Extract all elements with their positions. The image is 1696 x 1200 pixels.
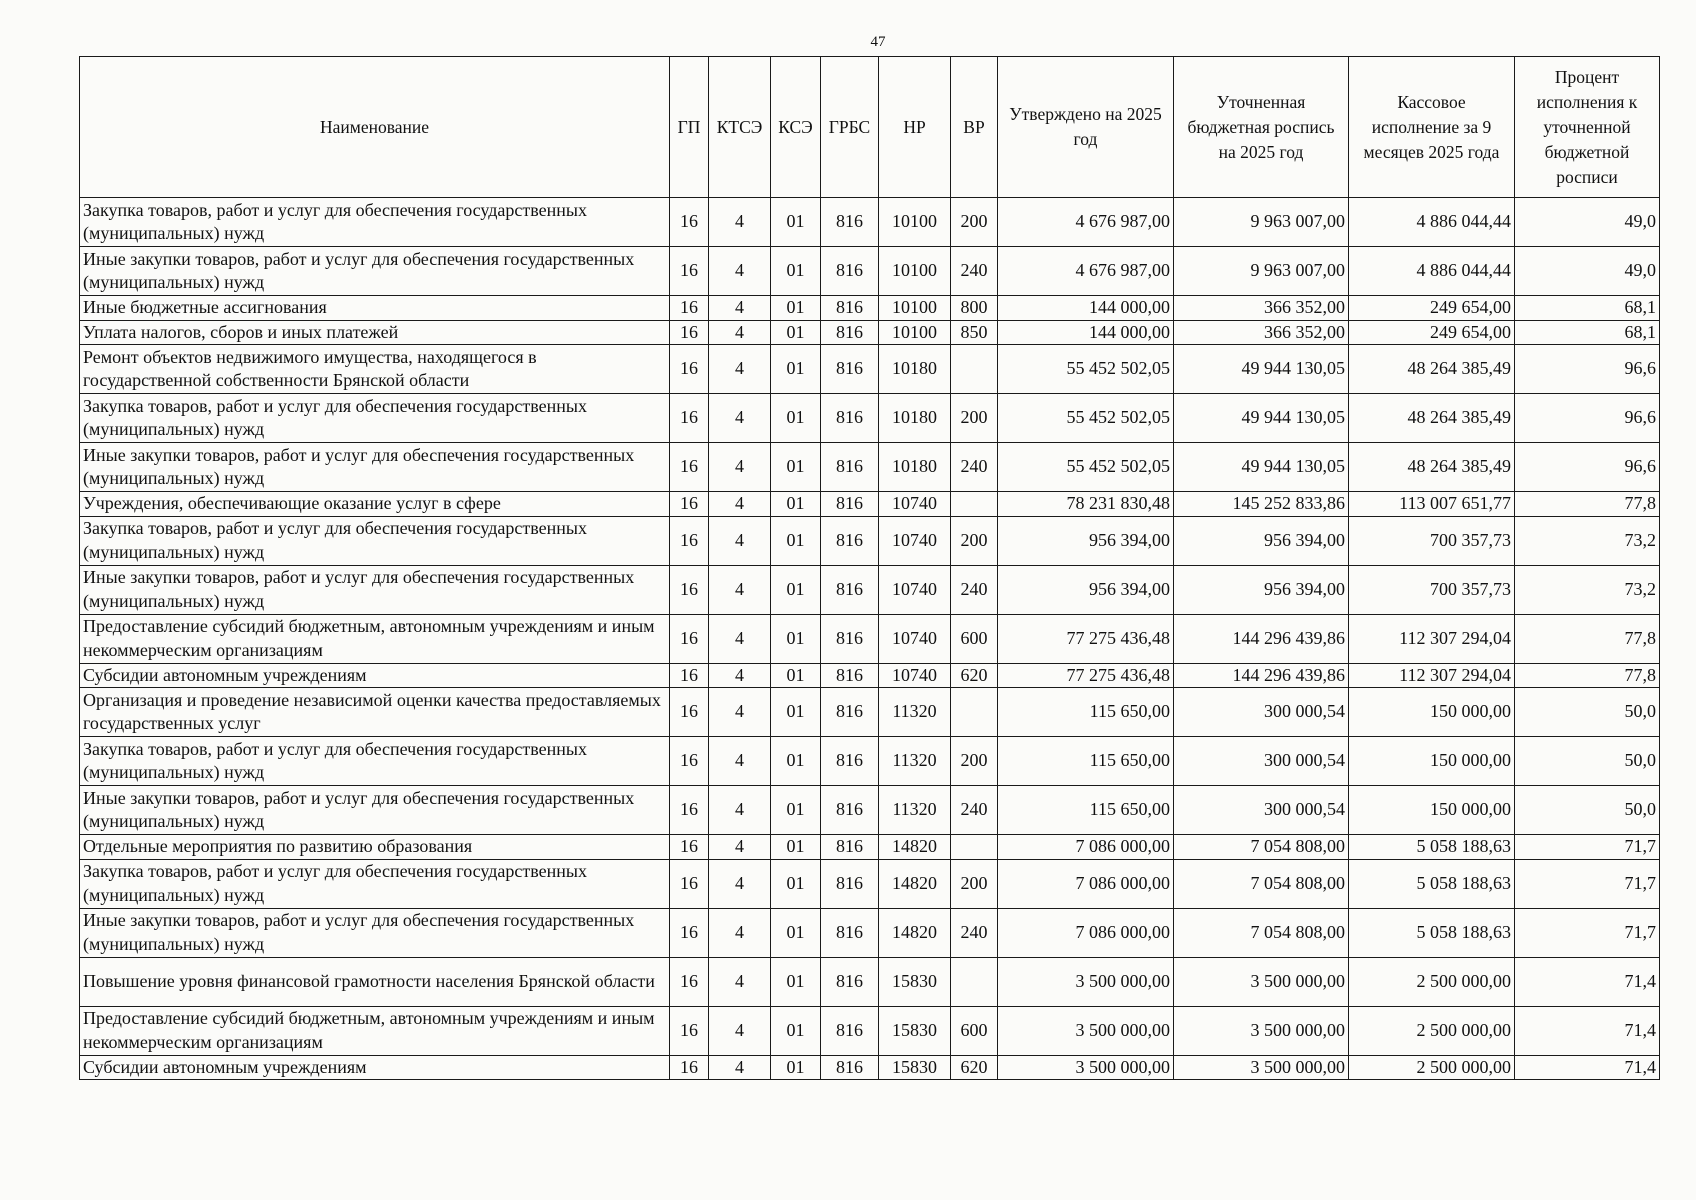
cell-name: Субсидии автономным учреждениям bbox=[80, 1055, 670, 1080]
cell-percent: 71,7 bbox=[1515, 908, 1660, 957]
cell-refined: 300 000,54 bbox=[1174, 737, 1349, 786]
cell-approved: 55 452 502,05 bbox=[998, 394, 1174, 443]
table-row bbox=[80, 908, 1660, 957]
cell-gp: 16 bbox=[670, 737, 709, 786]
cell-name: Закупка товаров, работ и услуг для обеспечения государственных (муниципальных) нужд bbox=[80, 198, 670, 247]
cell-gp: 16 bbox=[670, 688, 709, 737]
cell-cash: 5 058 188,63 bbox=[1349, 859, 1515, 908]
cell-grbs: 816 bbox=[821, 345, 879, 394]
cell-refined: 300 000,54 bbox=[1174, 786, 1349, 835]
cell-kse: 01 bbox=[771, 908, 821, 957]
cell-ktse: 4 bbox=[709, 198, 771, 247]
cell-cash: 4 886 044,44 bbox=[1349, 247, 1515, 296]
table-row bbox=[80, 688, 1660, 737]
cell-name: Иные закупки товаров, работ и услуг для обеспечения государственных (муниципальных) нужд bbox=[80, 786, 670, 835]
cell-name: Иные бюджетные ассигнования bbox=[80, 296, 670, 321]
cell-kse: 01 bbox=[771, 394, 821, 443]
cell-vr: 620 bbox=[951, 1055, 998, 1080]
cell-kse: 01 bbox=[771, 516, 821, 565]
cell-percent: 50,0 bbox=[1515, 737, 1660, 786]
cell-kse: 01 bbox=[771, 835, 821, 860]
cell-refined: 145 252 833,86 bbox=[1174, 492, 1349, 517]
cell-name: Иные закупки товаров, работ и услуг для обеспечения государственных (муниципальных) нужд bbox=[80, 565, 670, 614]
cell-kse: 01 bbox=[771, 957, 821, 1006]
cell-cash: 150 000,00 bbox=[1349, 688, 1515, 737]
header-ktse: КТСЭ bbox=[709, 57, 771, 198]
cell-percent: 96,6 bbox=[1515, 394, 1660, 443]
cell-gp: 16 bbox=[670, 394, 709, 443]
cell-grbs: 816 bbox=[821, 614, 879, 663]
cell-percent: 77,8 bbox=[1515, 492, 1660, 517]
cell-vr: 200 bbox=[951, 516, 998, 565]
cell-percent: 68,1 bbox=[1515, 296, 1660, 321]
header-gp: ГП bbox=[670, 57, 709, 198]
cell-refined: 7 054 808,00 bbox=[1174, 835, 1349, 860]
cell-ktse: 4 bbox=[709, 908, 771, 957]
cell-grbs: 816 bbox=[821, 492, 879, 517]
cell-cash: 700 357,73 bbox=[1349, 565, 1515, 614]
table-row bbox=[80, 516, 1660, 565]
cell-nr: 10740 bbox=[879, 663, 951, 688]
cell-kse: 01 bbox=[771, 737, 821, 786]
cell-cash: 2 500 000,00 bbox=[1349, 1006, 1515, 1055]
cell-name: Отдельные мероприятия по развитию образования bbox=[80, 835, 670, 860]
cell-percent: 77,8 bbox=[1515, 614, 1660, 663]
cell-nr: 10740 bbox=[879, 565, 951, 614]
cell-percent: 73,2 bbox=[1515, 565, 1660, 614]
cell-approved: 3 500 000,00 bbox=[998, 1055, 1174, 1080]
cell-nr: 10740 bbox=[879, 614, 951, 663]
page-number: 47 bbox=[870, 34, 886, 50]
table-row bbox=[80, 614, 1660, 663]
cell-approved: 77 275 436,48 bbox=[998, 663, 1174, 688]
cell-approved: 115 650,00 bbox=[998, 737, 1174, 786]
cell-grbs: 816 bbox=[821, 688, 879, 737]
cell-approved: 144 000,00 bbox=[998, 320, 1174, 345]
cell-vr: 600 bbox=[951, 614, 998, 663]
cell-kse: 01 bbox=[771, 1055, 821, 1080]
cell-grbs: 816 bbox=[821, 443, 879, 492]
cell-gp: 16 bbox=[670, 320, 709, 345]
cell-ktse: 4 bbox=[709, 786, 771, 835]
budget-execution-table bbox=[79, 56, 1660, 1080]
cell-refined: 956 394,00 bbox=[1174, 565, 1349, 614]
cell-approved: 7 086 000,00 bbox=[998, 835, 1174, 860]
cell-name: Ремонт объектов недвижимого имущества, находящегося в государственной собственности Брянской области bbox=[80, 345, 670, 394]
cell-ktse: 4 bbox=[709, 247, 771, 296]
cell-refined: 7 054 808,00 bbox=[1174, 859, 1349, 908]
cell-cash: 112 307 294,04 bbox=[1349, 614, 1515, 663]
cell-kse: 01 bbox=[771, 443, 821, 492]
cell-cash: 5 058 188,63 bbox=[1349, 908, 1515, 957]
table-row bbox=[80, 1055, 1660, 1080]
cell-vr: 240 bbox=[951, 786, 998, 835]
table-row bbox=[80, 198, 1660, 247]
cell-kse: 01 bbox=[771, 1006, 821, 1055]
cell-grbs: 816 bbox=[821, 908, 879, 957]
cell-kse: 01 bbox=[771, 247, 821, 296]
cell-gp: 16 bbox=[670, 957, 709, 1006]
cell-gp: 16 bbox=[670, 1006, 709, 1055]
cell-cash: 2 500 000,00 bbox=[1349, 957, 1515, 1006]
cell-approved: 7 086 000,00 bbox=[998, 859, 1174, 908]
header-nr: НР bbox=[879, 57, 951, 198]
cell-cash: 249 654,00 bbox=[1349, 320, 1515, 345]
cell-refined: 3 500 000,00 bbox=[1174, 957, 1349, 1006]
cell-grbs: 816 bbox=[821, 1006, 879, 1055]
cell-gp: 16 bbox=[670, 492, 709, 517]
cell-nr: 10740 bbox=[879, 516, 951, 565]
cell-percent: 50,0 bbox=[1515, 688, 1660, 737]
cell-nr: 10100 bbox=[879, 198, 951, 247]
cell-percent: 73,2 bbox=[1515, 516, 1660, 565]
cell-name: Предоставление субсидий бюджетным, автономным учреждениям и иным некоммерческим организациям bbox=[80, 1006, 670, 1055]
table-header bbox=[80, 57, 1660, 198]
cell-approved: 78 231 830,48 bbox=[998, 492, 1174, 517]
cell-approved: 4 676 987,00 bbox=[998, 198, 1174, 247]
cell-nr: 14820 bbox=[879, 859, 951, 908]
cell-vr: 850 bbox=[951, 320, 998, 345]
cell-kse: 01 bbox=[771, 345, 821, 394]
cell-nr: 15830 bbox=[879, 1055, 951, 1080]
table-row bbox=[80, 835, 1660, 860]
cell-grbs: 816 bbox=[821, 663, 879, 688]
cell-kse: 01 bbox=[771, 492, 821, 517]
cell-name: Субсидии автономным учреждениям bbox=[80, 663, 670, 688]
cell-cash: 150 000,00 bbox=[1349, 737, 1515, 786]
cell-vr: 600 bbox=[951, 1006, 998, 1055]
cell-cash: 113 007 651,77 bbox=[1349, 492, 1515, 517]
cell-percent: 49,0 bbox=[1515, 198, 1660, 247]
cell-grbs: 816 bbox=[821, 1055, 879, 1080]
cell-kse: 01 bbox=[771, 565, 821, 614]
cell-grbs: 816 bbox=[821, 786, 879, 835]
table-row bbox=[80, 859, 1660, 908]
cell-percent: 96,6 bbox=[1515, 345, 1660, 394]
cell-cash: 48 264 385,49 bbox=[1349, 345, 1515, 394]
cell-refined: 366 352,00 bbox=[1174, 320, 1349, 345]
cell-name: Иные закупки товаров, работ и услуг для обеспечения государственных (муниципальных) нужд bbox=[80, 247, 670, 296]
header-name: Наименование bbox=[80, 57, 670, 198]
cell-refined: 956 394,00 bbox=[1174, 516, 1349, 565]
cell-percent: 50,0 bbox=[1515, 786, 1660, 835]
cell-grbs: 816 bbox=[821, 247, 879, 296]
cell-name: Повышение уровня финансовой грамотности населения Брянской области bbox=[80, 957, 670, 1006]
cell-ktse: 4 bbox=[709, 688, 771, 737]
cell-grbs: 816 bbox=[821, 835, 879, 860]
header-cash: Кассовое исполнение за 9 месяцев 2025 года bbox=[1349, 57, 1515, 198]
cell-ktse: 4 bbox=[709, 345, 771, 394]
cell-cash: 5 058 188,63 bbox=[1349, 835, 1515, 860]
cell-ktse: 4 bbox=[709, 859, 771, 908]
cell-approved: 956 394,00 bbox=[998, 565, 1174, 614]
table-row bbox=[80, 957, 1660, 1006]
cell-ktse: 4 bbox=[709, 320, 771, 345]
cell-refined: 7 054 808,00 bbox=[1174, 908, 1349, 957]
cell-name: Иные закупки товаров, работ и услуг для обеспечения государственных (муниципальных) нужд bbox=[80, 443, 670, 492]
cell-kse: 01 bbox=[771, 614, 821, 663]
cell-ktse: 4 bbox=[709, 663, 771, 688]
cell-kse: 01 bbox=[771, 688, 821, 737]
cell-gp: 16 bbox=[670, 296, 709, 321]
cell-approved: 4 676 987,00 bbox=[998, 247, 1174, 296]
cell-cash: 700 357,73 bbox=[1349, 516, 1515, 565]
cell-ktse: 4 bbox=[709, 957, 771, 1006]
cell-grbs: 816 bbox=[821, 320, 879, 345]
table-row bbox=[80, 565, 1660, 614]
cell-name: Предоставление субсидий бюджетным, автономным учреждениям и иным некоммерческим организациям bbox=[80, 614, 670, 663]
cell-grbs: 816 bbox=[821, 296, 879, 321]
cell-percent: 49,0 bbox=[1515, 247, 1660, 296]
cell-nr: 10100 bbox=[879, 296, 951, 321]
cell-refined: 3 500 000,00 bbox=[1174, 1006, 1349, 1055]
cell-ktse: 4 bbox=[709, 492, 771, 517]
table-row bbox=[80, 443, 1660, 492]
cell-refined: 144 296 439,86 bbox=[1174, 614, 1349, 663]
cell-percent: 96,6 bbox=[1515, 443, 1660, 492]
table-row bbox=[80, 247, 1660, 296]
cell-nr: 10180 bbox=[879, 394, 951, 443]
cell-vr bbox=[951, 688, 998, 737]
cell-gp: 16 bbox=[670, 663, 709, 688]
cell-vr: 200 bbox=[951, 737, 998, 786]
cell-kse: 01 bbox=[771, 296, 821, 321]
header-vr: ВР bbox=[951, 57, 998, 198]
cell-gp: 16 bbox=[670, 614, 709, 663]
cell-grbs: 816 bbox=[821, 737, 879, 786]
cell-cash: 48 264 385,49 bbox=[1349, 443, 1515, 492]
table-row bbox=[80, 1006, 1660, 1055]
cell-nr: 11320 bbox=[879, 786, 951, 835]
cell-grbs: 816 bbox=[821, 957, 879, 1006]
cell-nr: 10180 bbox=[879, 443, 951, 492]
cell-cash: 150 000,00 bbox=[1349, 786, 1515, 835]
cell-refined: 144 296 439,86 bbox=[1174, 663, 1349, 688]
cell-approved: 3 500 000,00 bbox=[998, 957, 1174, 1006]
cell-nr: 14820 bbox=[879, 908, 951, 957]
cell-nr: 11320 bbox=[879, 737, 951, 786]
cell-gp: 16 bbox=[670, 345, 709, 394]
table-row bbox=[80, 663, 1660, 688]
cell-name: Иные закупки товаров, работ и услуг для обеспечения государственных (муниципальных) нужд bbox=[80, 908, 670, 957]
cell-kse: 01 bbox=[771, 663, 821, 688]
cell-name: Учреждения, обеспечивающие оказание услуг в сфере bbox=[80, 492, 670, 517]
cell-vr: 240 bbox=[951, 443, 998, 492]
cell-grbs: 816 bbox=[821, 516, 879, 565]
cell-nr: 14820 bbox=[879, 835, 951, 860]
cell-grbs: 816 bbox=[821, 394, 879, 443]
cell-vr bbox=[951, 345, 998, 394]
cell-vr: 200 bbox=[951, 859, 998, 908]
cell-gp: 16 bbox=[670, 443, 709, 492]
cell-name: Закупка товаров, работ и услуг для обеспечения государственных (муниципальных) нужд bbox=[80, 394, 670, 443]
cell-percent: 71,4 bbox=[1515, 1055, 1660, 1080]
cell-approved: 77 275 436,48 bbox=[998, 614, 1174, 663]
cell-gp: 16 bbox=[670, 859, 709, 908]
table-row bbox=[80, 786, 1660, 835]
cell-ktse: 4 bbox=[709, 835, 771, 860]
cell-refined: 9 963 007,00 bbox=[1174, 198, 1349, 247]
cell-refined: 300 000,54 bbox=[1174, 688, 1349, 737]
cell-gp: 16 bbox=[670, 247, 709, 296]
cell-kse: 01 bbox=[771, 198, 821, 247]
cell-cash: 249 654,00 bbox=[1349, 296, 1515, 321]
cell-kse: 01 bbox=[771, 786, 821, 835]
cell-gp: 16 bbox=[670, 1055, 709, 1080]
cell-refined: 49 944 130,05 bbox=[1174, 443, 1349, 492]
cell-percent: 71,7 bbox=[1515, 859, 1660, 908]
cell-percent: 71,4 bbox=[1515, 957, 1660, 1006]
table-row bbox=[80, 394, 1660, 443]
cell-percent: 77,8 bbox=[1515, 663, 1660, 688]
cell-percent: 71,4 bbox=[1515, 1006, 1660, 1055]
table-row bbox=[80, 320, 1660, 345]
cell-name: Закупка товаров, работ и услуг для обеспечения государственных (муниципальных) нужд bbox=[80, 516, 670, 565]
table-body bbox=[80, 198, 1660, 1080]
cell-vr: 800 bbox=[951, 296, 998, 321]
header-refined: Уточненная бюджетная роспись на 2025 год bbox=[1174, 57, 1349, 198]
cell-approved: 956 394,00 bbox=[998, 516, 1174, 565]
cell-refined: 9 963 007,00 bbox=[1174, 247, 1349, 296]
cell-approved: 3 500 000,00 bbox=[998, 1006, 1174, 1055]
cell-ktse: 4 bbox=[709, 1055, 771, 1080]
cell-nr: 10740 bbox=[879, 492, 951, 517]
cell-cash: 48 264 385,49 bbox=[1349, 394, 1515, 443]
cell-nr: 15830 bbox=[879, 1006, 951, 1055]
cell-gp: 16 bbox=[670, 516, 709, 565]
cell-approved: 144 000,00 bbox=[998, 296, 1174, 321]
cell-cash: 2 500 000,00 bbox=[1349, 1055, 1515, 1080]
cell-approved: 55 452 502,05 bbox=[998, 443, 1174, 492]
cell-name: Закупка товаров, работ и услуг для обеспечения государственных (муниципальных) нужд bbox=[80, 737, 670, 786]
cell-vr: 200 bbox=[951, 394, 998, 443]
cell-ktse: 4 bbox=[709, 1006, 771, 1055]
table-row bbox=[80, 345, 1660, 394]
cell-cash: 112 307 294,04 bbox=[1349, 663, 1515, 688]
cell-gp: 16 bbox=[670, 835, 709, 860]
cell-gp: 16 bbox=[670, 565, 709, 614]
cell-nr: 15830 bbox=[879, 957, 951, 1006]
cell-percent: 71,7 bbox=[1515, 835, 1660, 860]
cell-gp: 16 bbox=[670, 786, 709, 835]
cell-grbs: 816 bbox=[821, 565, 879, 614]
cell-ktse: 4 bbox=[709, 296, 771, 321]
cell-vr: 240 bbox=[951, 565, 998, 614]
cell-approved: 115 650,00 bbox=[998, 688, 1174, 737]
header-percent: Процент исполнения к уточненной бюджетной росписи bbox=[1515, 57, 1660, 198]
cell-nr: 11320 bbox=[879, 688, 951, 737]
cell-name: Уплата налогов, сборов и иных платежей bbox=[80, 320, 670, 345]
cell-vr bbox=[951, 492, 998, 517]
cell-name: Закупка товаров, работ и услуг для обеспечения государственных (муниципальных) нужд bbox=[80, 859, 670, 908]
cell-percent: 68,1 bbox=[1515, 320, 1660, 345]
cell-kse: 01 bbox=[771, 320, 821, 345]
cell-nr: 10100 bbox=[879, 320, 951, 345]
cell-ktse: 4 bbox=[709, 394, 771, 443]
cell-vr: 620 bbox=[951, 663, 998, 688]
cell-approved: 55 452 502,05 bbox=[998, 345, 1174, 394]
cell-gp: 16 bbox=[670, 908, 709, 957]
cell-ktse: 4 bbox=[709, 516, 771, 565]
table-row bbox=[80, 737, 1660, 786]
cell-grbs: 816 bbox=[821, 859, 879, 908]
cell-refined: 3 500 000,00 bbox=[1174, 1055, 1349, 1080]
table-row bbox=[80, 296, 1660, 321]
header-approved: Утверждено на 2025 год bbox=[998, 57, 1174, 198]
table-row bbox=[80, 492, 1660, 517]
header-kse: КСЭ bbox=[771, 57, 821, 198]
cell-approved: 7 086 000,00 bbox=[998, 908, 1174, 957]
cell-vr: 240 bbox=[951, 247, 998, 296]
header-grbs: ГРБС bbox=[821, 57, 879, 198]
cell-ktse: 4 bbox=[709, 737, 771, 786]
cell-vr: 200 bbox=[951, 198, 998, 247]
cell-gp: 16 bbox=[670, 198, 709, 247]
cell-refined: 49 944 130,05 bbox=[1174, 345, 1349, 394]
cell-vr bbox=[951, 957, 998, 1006]
cell-refined: 49 944 130,05 bbox=[1174, 394, 1349, 443]
cell-ktse: 4 bbox=[709, 565, 771, 614]
cell-name: Организация и проведение независимой оценки качества предоставляемых государственных услуг bbox=[80, 688, 670, 737]
cell-nr: 10180 bbox=[879, 345, 951, 394]
cell-approved: 115 650,00 bbox=[998, 786, 1174, 835]
cell-refined: 366 352,00 bbox=[1174, 296, 1349, 321]
cell-grbs: 816 bbox=[821, 198, 879, 247]
cell-kse: 01 bbox=[771, 859, 821, 908]
cell-vr bbox=[951, 835, 998, 860]
cell-vr: 240 bbox=[951, 908, 998, 957]
cell-cash: 4 886 044,44 bbox=[1349, 198, 1515, 247]
cell-nr: 10100 bbox=[879, 247, 951, 296]
cell-ktse: 4 bbox=[709, 443, 771, 492]
cell-ktse: 4 bbox=[709, 614, 771, 663]
